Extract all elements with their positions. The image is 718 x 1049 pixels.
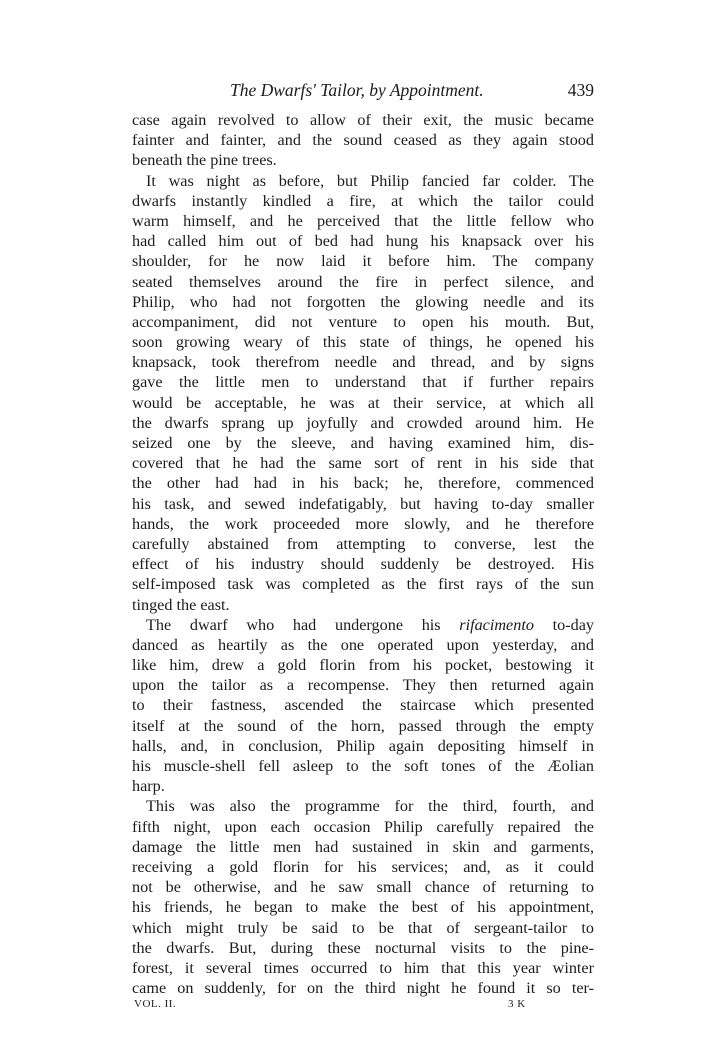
text-line: halls, and, in conclusion, Philip again depositing himself in [132, 736, 594, 755]
text-line: dwarfs instantly kindled a fire, at which the tailor could [132, 191, 594, 210]
text-line: his friends, he began to make the best of his appointment, [132, 898, 594, 917]
text-line: knapsack, took therefrom needle and thread, and by signs [132, 353, 594, 372]
text-line: the dwarfs sprang up joyfully and crowded around him. He [132, 413, 594, 432]
text-line: like him, drew a gold florin from his pocket, bestowing it [132, 656, 594, 675]
running-head [132, 80, 594, 106]
book-page [132, 80, 594, 1016]
text-line: came on suddenly, for on the third night he found it so ter- [132, 979, 594, 998]
text-line: danced as heartily as the one operated upon yesterday, and [132, 635, 594, 654]
signature-mark: 3 K [508, 998, 526, 1011]
text-line: carefully abstained from attempting to converse, lest the [132, 534, 594, 553]
text-line: his task, and sewed indefatigably, but having to-day smaller [132, 494, 594, 513]
text-line: Philip, who had not forgotten the glowing needle and its [132, 292, 594, 311]
text-line: fifth night, upon each occasion Philip carefully repaired the [132, 817, 594, 836]
text-line: effect of his industry should suddenly be destroyed. His [132, 555, 594, 574]
text-line: seated themselves around the fire in perfect silence, and [132, 272, 594, 291]
text-line: soon growing weary of this state of things, he opened his [132, 333, 594, 352]
text-line: hands, the work proceeded more slowly, and he therefore [132, 514, 594, 533]
text-line: upon the tailor as a recompense. They then returned again [132, 676, 594, 695]
text-line: forest, it several times occurred to him that this year winter [132, 958, 594, 977]
text-line: would be acceptable, he was at their service, at which all [132, 393, 594, 412]
text-line: to their fastness, ascended the staircase which presented [132, 696, 594, 715]
text-line: had called him out of bed had hung his knapsack over his [132, 232, 594, 251]
text-line: tinged the east. [132, 595, 230, 614]
text-line: seized one by the sleeve, and having examined him, dis- [132, 434, 594, 452]
running-title: The Dwarfs' Tailor, by Appointment. [230, 80, 484, 100]
text-line: the dwarfs. But, during these nocturnal visits to the pine- [132, 938, 594, 957]
text-line: It was night as before, but Philip fancied far colder. The [146, 171, 594, 190]
text-line: receiving a gold florin for his services; and, as it could [132, 857, 594, 876]
text-line: which might truly be said to be that of sergeant-tailor to [132, 918, 594, 937]
page-footer [132, 998, 594, 1016]
text-line: This was also the programme for the third, fourth, and [146, 797, 594, 816]
text-line: fainter and fainter, and the sound ceased as they again stood [132, 131, 594, 150]
text-line: warm himself, and he perceived that the little fellow who [132, 211, 594, 230]
page-number: 439 [567, 80, 594, 100]
text-segment: The dwarf who had undergone his [146, 615, 460, 634]
body-text [132, 110, 594, 998]
text-line: damage the little men had sustained in skin and garments, [132, 837, 594, 856]
text-line: shoulder, for he now laid it before him. The company [132, 252, 594, 271]
text-line: accompaniment, did not venture to open his mouth. But, [132, 312, 594, 331]
text-line: itself at the sound of the horn, passed through the empty [132, 716, 594, 735]
text-line: case again revolved to allow of their exit, the music became [132, 111, 594, 129]
volume-mark: VOL. II. [134, 998, 177, 1011]
text-line: gave the little men to understand that if further repairs [132, 373, 594, 392]
text-line: harp. [132, 777, 165, 796]
text-line: covered that he had the same sort of rent in his side that [132, 454, 594, 473]
text-line: the other had had in his back; he, therefore, commenced [132, 474, 594, 493]
text-line: beneath the pine trees. [132, 151, 277, 170]
text-line: self-imposed task was completed as the first rays of the sun [132, 575, 594, 594]
text-line: his muscle-shell fell asleep to the soft tones of the Æolian [132, 757, 594, 775]
text-segment: to-day [533, 615, 594, 634]
text-line: not be otherwise, and he saw small chance of returning to [132, 878, 594, 897]
text-line [132, 615, 594, 635]
italic-word: rifacimento [459, 615, 534, 634]
